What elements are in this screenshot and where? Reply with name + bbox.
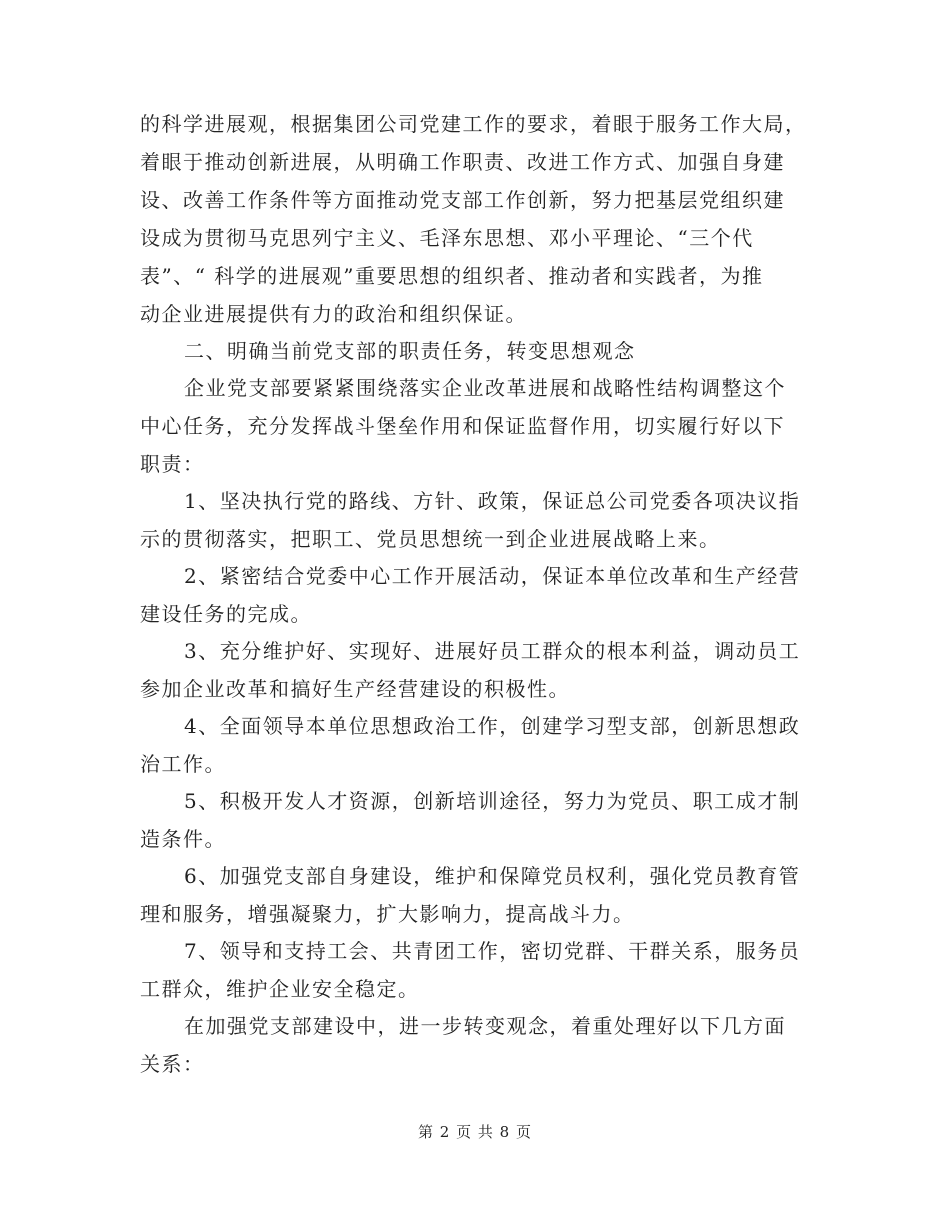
text-line: 设、改善工作条件等方面推动党支部工作创新，努力把基层党组织建 xyxy=(140,188,785,212)
list-item: 1、坚决执行党的路线、方针、政策，保证总公司党委各项决议指 xyxy=(184,489,801,513)
list-item: 7、领导和支持工会、共青团工作，密切党群、干群关系，服务员 xyxy=(184,939,801,963)
text-line: 参加企业改革和搞好生产经营建设的积极性。 xyxy=(140,677,570,701)
text-line: 设成为贯彻马克思列宁主义、毛泽东思想、邓小平理论、“三个代 xyxy=(140,226,754,250)
text-line: 表”、“ 科学的进展观”重要思想的组织者、推动者和实践者，为推 xyxy=(140,264,764,288)
text-line: 着眼于推动创新进展，从明确工作职责、改进工作方式、加强自身建 xyxy=(140,150,785,174)
list-item: 3、充分维护好、实现好、进展好员工群众的根本利益，调动员工 xyxy=(184,639,801,663)
text-line: 在加强党支部建设中，进一步转变观念，着重处理好以下几方面 xyxy=(184,1014,786,1038)
list-item: 6、加强党支部自身建设，维护和保障党员权利，强化党员教育管 xyxy=(184,864,801,888)
text-line: 动企业进展提供有力的政治和组织保证。 xyxy=(140,302,527,326)
text-line: 建设任务的完成。 xyxy=(140,602,312,626)
text-line: 示的贯彻落实，把职工、党员思想统一到企业进展战略上来。 xyxy=(140,527,721,551)
text-line: 企业党支部要紧紧围绕落实企业改革进展和战略性结构调整这个 xyxy=(184,376,786,400)
list-item: 5、积极开发人才资源，创新培训途径，努力为党员、职工成才制 xyxy=(184,789,801,813)
section-heading: 二、明确当前党支部的职责任务，转变思想观念 xyxy=(184,339,636,363)
text-line: 造条件。 xyxy=(140,827,226,851)
page-footer: 第 2 页 共 8 页 xyxy=(418,1123,532,1141)
text-line: 治工作。 xyxy=(140,752,226,776)
text-line: 关系： xyxy=(140,1052,205,1076)
list-item: 4、全面领导本单位思想政治工作，创建学习型支部，创新思想政 xyxy=(184,714,801,738)
text-line: 理和服务，增强凝聚力，扩大影响力，提高战斗力。 xyxy=(140,902,635,926)
text-line: 职责： xyxy=(140,452,205,476)
text-line: 的科学进展观，根据集团公司党建工作的要求，着眼于服务工作大局， xyxy=(140,112,807,136)
text-line: 中心任务，充分发挥战斗堡垒作用和保证监督作用，切实履行好以下 xyxy=(140,414,785,438)
text-line: 工群众，维护企业安全稳定。 xyxy=(140,977,420,1001)
list-item: 2、紧密结合党委中心工作开展活动，保证本单位改革和生产经营 xyxy=(184,564,801,588)
